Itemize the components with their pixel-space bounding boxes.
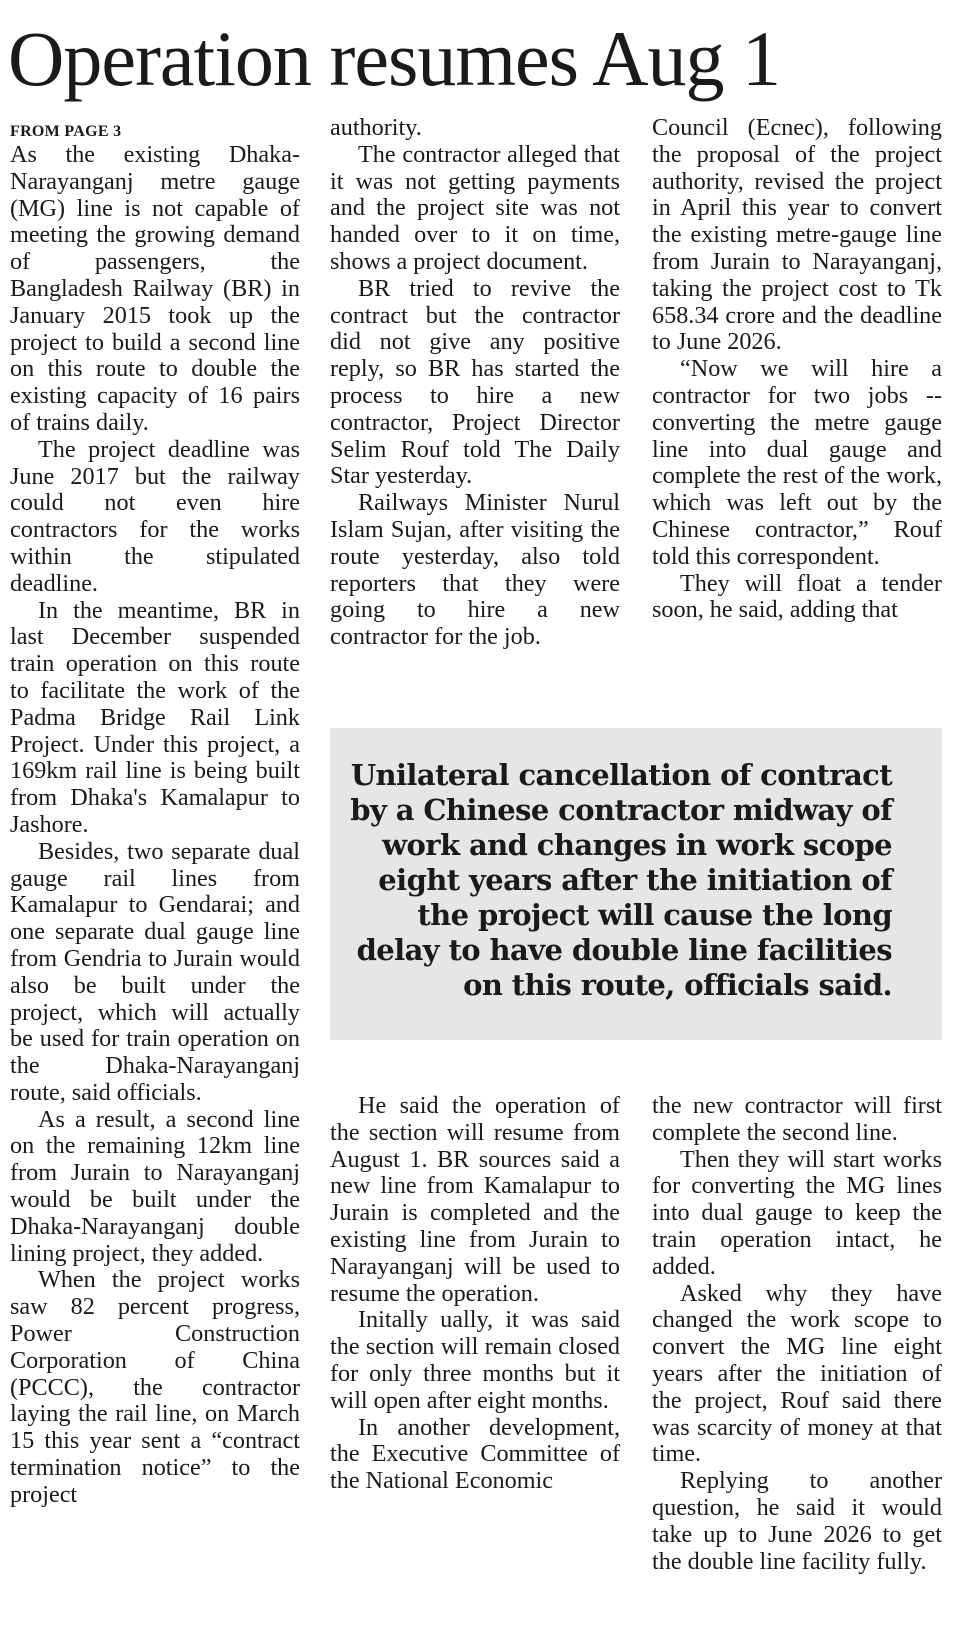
paragraph: “Now we will hire a contractor for two jobs -- converting the metre gauge line into dual gauge and complete the rest of the work, which was left out by the Chinese contractor,” Rouf told this correspondent. [652, 355, 942, 570]
paragraph: BR tried to revive the contract but the contractor did not give any positive reply, so BR has started the process to hire a new contractor, Project Director Selim Rouf told The Daily Star yesterday. [330, 274, 620, 490]
paragraph: the new contractor will first complete the second line. [652, 1092, 942, 1146]
continuation-kicker: FROM PAGE 3 [10, 123, 122, 140]
paragraph: Railways Minister Nurul Islam Sujan, after visiting the route yesterday, also told reporters that they were going to hire a new contractor for the job. [330, 489, 620, 651]
article-column-3-top [652, 115, 942, 695]
paragraph: He said the operation of the section will resume from August 1. BR sources said a new line from Kamalapur to Jurain is completed and the existing line from Jurain to Narayanganj will be used to resume the operation. [330, 1092, 620, 1307]
paragraph: Replying to another question, he said it would take up to June 2026 to get the double line facility fully. [652, 1467, 942, 1575]
article-headline: Operation resumes Aug 1 [8, 15, 781, 102]
paragraph: As the existing Dhaka-Narayanganj metre gauge (MG) line is not capable of meeting the growing demand of passengers, the Bangladesh Railway (BR) in January 2015 took up the project to build a second line on this route to double the existing capacity of 16 pairs of trains daily. [10, 141, 300, 436]
paragraph: Council (Ecnec), following the proposal of the project authority, revised the project in April this year to convert the existing metre-gauge line from Jurain to Narayanganj, taking the project cost to Tk 658.34 crore and the deadline to June 2026. [652, 114, 942, 356]
paragraph: In another development, the Executive Committee of the National Economic [330, 1413, 620, 1495]
paragraph: The contractor alleged that it was not getting payments and the project site was not handed over to it on time, shows a project document. [330, 140, 620, 275]
paragraph: authority. [330, 114, 422, 141]
paragraph: In the meantime, BR in last December suspended train operation on this route to facilitate the work of the Padma Bridge Rail Link Project. Under this project, a 169km rail line is being built from Dhaka's Kamalapur to Jashore. [10, 596, 300, 838]
article-column-3-bottom [652, 1093, 942, 1628]
article-column-2-top [330, 115, 620, 695]
article-column-1 [10, 122, 300, 1627]
paragraph: Asked why they have changed the work scope to convert the MG line eight years after the initiation of the project, Rouf said there was scarcity of money at that time. [652, 1279, 942, 1468]
paragraph: They will float a tender soon, he said, adding that [652, 569, 942, 624]
paragraph: Besides, two separate dual gauge rail lines from Kamalapur to Gendarai; and one separate dual gauge line from Gendria to Jurain would also be built under the project, which will actually be used for train operation on the Dhaka-Narayanganj route, said officials. [10, 837, 300, 1106]
paragraph: Initally ually, it was said the section will remain closed for only three months but it will open after eight months. [330, 1306, 620, 1414]
pull-quote: Unilateral cancellation of contract by a Chinese contractor midway of work and changes in work scope eight years after the initiation of the project will cause the long delay to have double line facilities on this route, officials said. [330, 728, 942, 1040]
paragraph: Then they will start works for converting the MG lines into dual gauge to keep the train operation intact, he added. [652, 1145, 942, 1280]
paragraph: As a result, a second line on the remaining 12km line from Jurain to Narayanganj would be built under the Dhaka-Narayanganj double lining project, they added. [10, 1105, 300, 1267]
paragraph: When the project works saw 82 percent progress, Power Construction Corporation of China (PCCC), the contractor laying the rail line, on March 15 this year sent a “contract termination notice” to the project [10, 1266, 300, 1508]
article-column-2-bottom [330, 1093, 620, 1628]
paragraph: The project deadline was June 2017 but the railway could not even hire contractors for the works within the stipulated deadline. [10, 435, 300, 597]
